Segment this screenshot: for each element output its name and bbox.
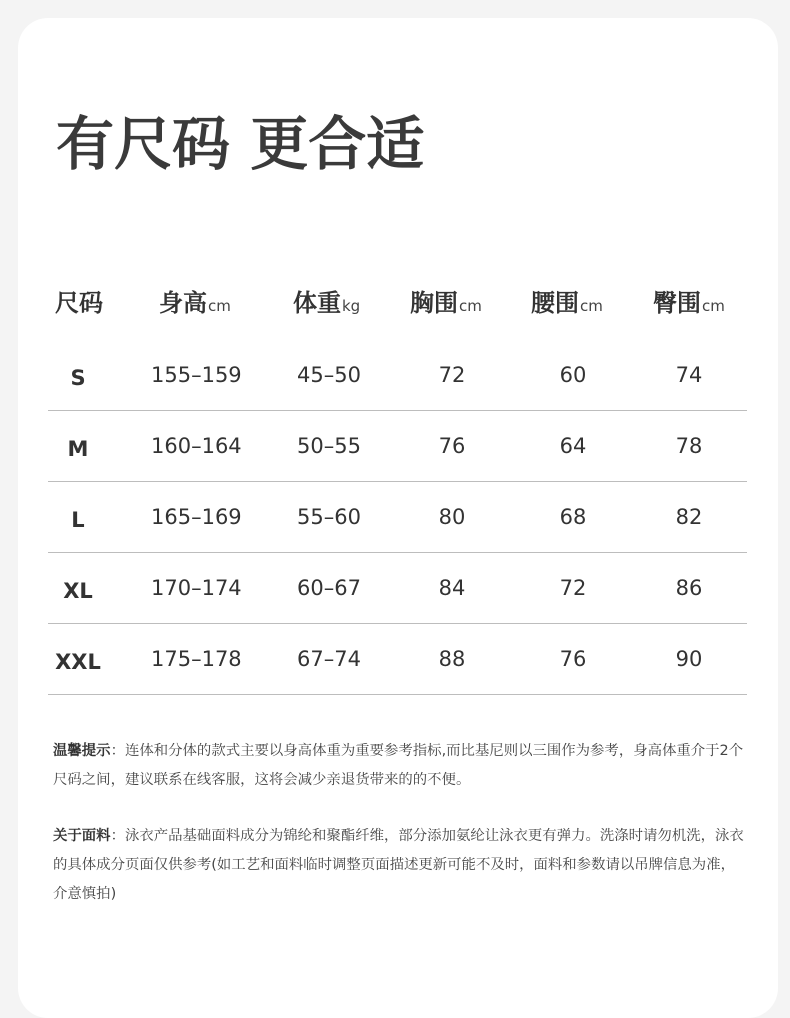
tip-note [53,737,749,795]
chest-cell: 80 [438,505,466,529]
chest-cell: 84 [438,576,466,600]
header-label: 尺码 [55,289,103,317]
weight-cell: 50–55 [297,434,361,458]
size-cell: L [71,508,85,532]
table-row-m [48,411,747,482]
height-cell: 175–178 [151,647,242,671]
header-label: 臀围 [653,289,701,317]
header-weight [293,285,360,321]
weight-cell: 60–67 [297,576,361,600]
height-cell: 155–159 [151,363,242,387]
hip-cell: 74 [675,363,703,387]
table-row-s [48,340,747,411]
header-unit: cm [459,297,482,315]
hip-cell: 78 [675,434,703,458]
table-row-xxl [48,624,747,695]
waist-cell: 64 [559,434,587,458]
header-unit: kg [342,297,361,315]
size-cell: S [70,366,86,390]
waist-cell: 76 [559,647,587,671]
size-cell: XXL [55,650,101,674]
chest-cell: 88 [438,647,466,671]
table-row-xl [48,553,747,624]
height-cell: 165–169 [151,505,242,529]
header-size [55,285,103,321]
weight-cell: 55–60 [297,505,361,529]
table-header-row [48,275,747,340]
hip-cell: 86 [675,576,703,600]
chest-cell: 72 [438,363,466,387]
header-waist [531,285,603,321]
fabric-label: 关于面料 [53,828,111,844]
tip-label: 温馨提示 [53,743,111,759]
size-table [48,275,747,695]
tip-text: ：连体和分体的款式主要以身高体重为重要参考指标,而比基尼则以三围作为参考，身高体重介于2个尺码之间，建议联系在线客服，这将会减少亲退货带来的的不便。 [53,743,744,788]
chest-cell: 76 [438,434,466,458]
fabric-text: ：泳衣产品基础面料成分为锦纶和聚酯纤维，部分添加氨纶让泳衣更有弹力。洗涤时请勿机洗，泳衣的具体成分页面仅供参考(如工艺和面料临时调整页面描述更新可能不及时，面料和参数请以吊牌信息为准，介意慎拍) [53,828,744,902]
header-height [159,285,231,321]
height-cell: 170–174 [151,576,242,600]
header-label: 身高 [159,289,207,317]
header-label: 体重 [293,289,341,317]
header-hip [653,285,725,321]
waist-cell: 60 [559,363,587,387]
size-cell: M [67,437,89,461]
header-unit: cm [580,297,603,315]
height-cell: 160–164 [151,434,242,458]
size-cell: XL [63,579,93,603]
waist-cell: 68 [559,505,587,529]
fabric-note [53,822,749,909]
header-unit: cm [208,297,231,315]
weight-cell: 67–74 [297,647,361,671]
hip-cell: 90 [675,647,703,671]
header-chest [410,285,482,321]
header-label: 胸围 [410,289,458,317]
waist-cell: 72 [559,576,587,600]
table-row-l [48,482,747,553]
weight-cell: 45–50 [297,363,361,387]
page-title: 有尺码 更合适 [56,110,425,178]
header-unit: cm [702,297,725,315]
header-label: 腰围 [531,289,579,317]
hip-cell: 82 [675,505,703,529]
